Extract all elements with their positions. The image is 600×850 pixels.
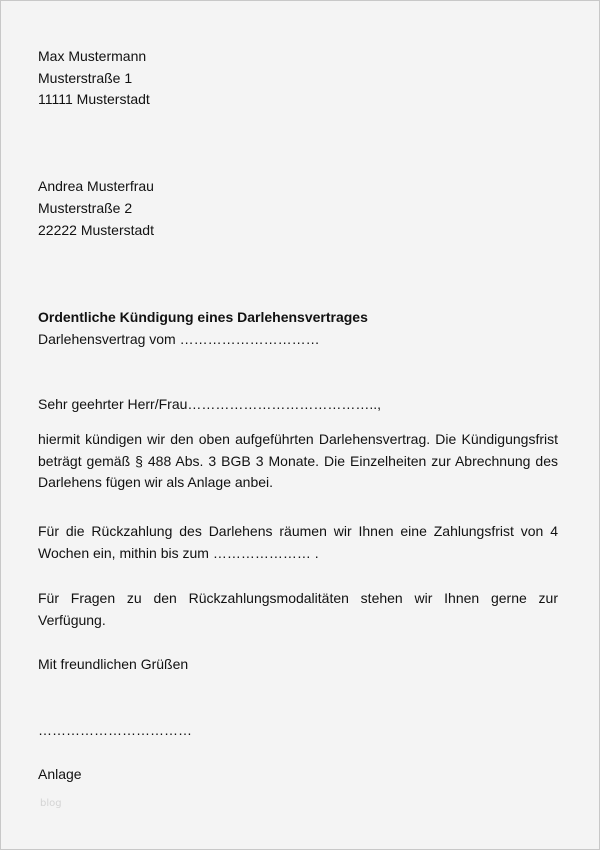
subject-reference: Darlehensvertrag vom ………………………… (38, 331, 320, 347)
closing: Mit freundlichen Grüßen (38, 656, 189, 672)
recipient-city: 22222 Musterstadt (38, 222, 154, 238)
subject-title: Ordentliche Kündigung eines Darlehensvertrages (38, 309, 368, 325)
recipient-street: Musterstraße 2 (38, 200, 133, 216)
enclosure-label: Anlage (38, 766, 82, 782)
watermark: blog (40, 798, 62, 809)
sender-city: 11111 Musterstadt (38, 91, 150, 107)
body-paragraph-2: Für die Rückzahlung des Darlehens räumen wir Ihnen eine Zahlungsfrist von 4 Wochen ein, mithin bis zum ………………… . (38, 523, 558, 561)
sender-street: Musterstraße 1 (38, 70, 133, 86)
sender-name: Max Mustermann (38, 48, 147, 64)
body-paragraph-3: Für Fragen zu den Rückzahlungsmodalitäten stehen wir Ihnen gerne zur Verfügung. (38, 590, 558, 628)
salutation: Sehr geehrter Herr/Frau………………………………….., (38, 396, 382, 412)
signature-line: …………………………… (38, 722, 192, 738)
body-paragraph-1: hiermit kündigen wir den oben aufgeführten Darlehensvertrag. Die Kündigungsfrist beträgt gemäß § 488 Abs. 3 BGB 3 Monate. Die Einzelheiten zur Abrechnung des Darlehens fügen wir als Anlage anbei. (38, 431, 558, 490)
recipient-name: Andrea Musterfrau (38, 178, 154, 194)
